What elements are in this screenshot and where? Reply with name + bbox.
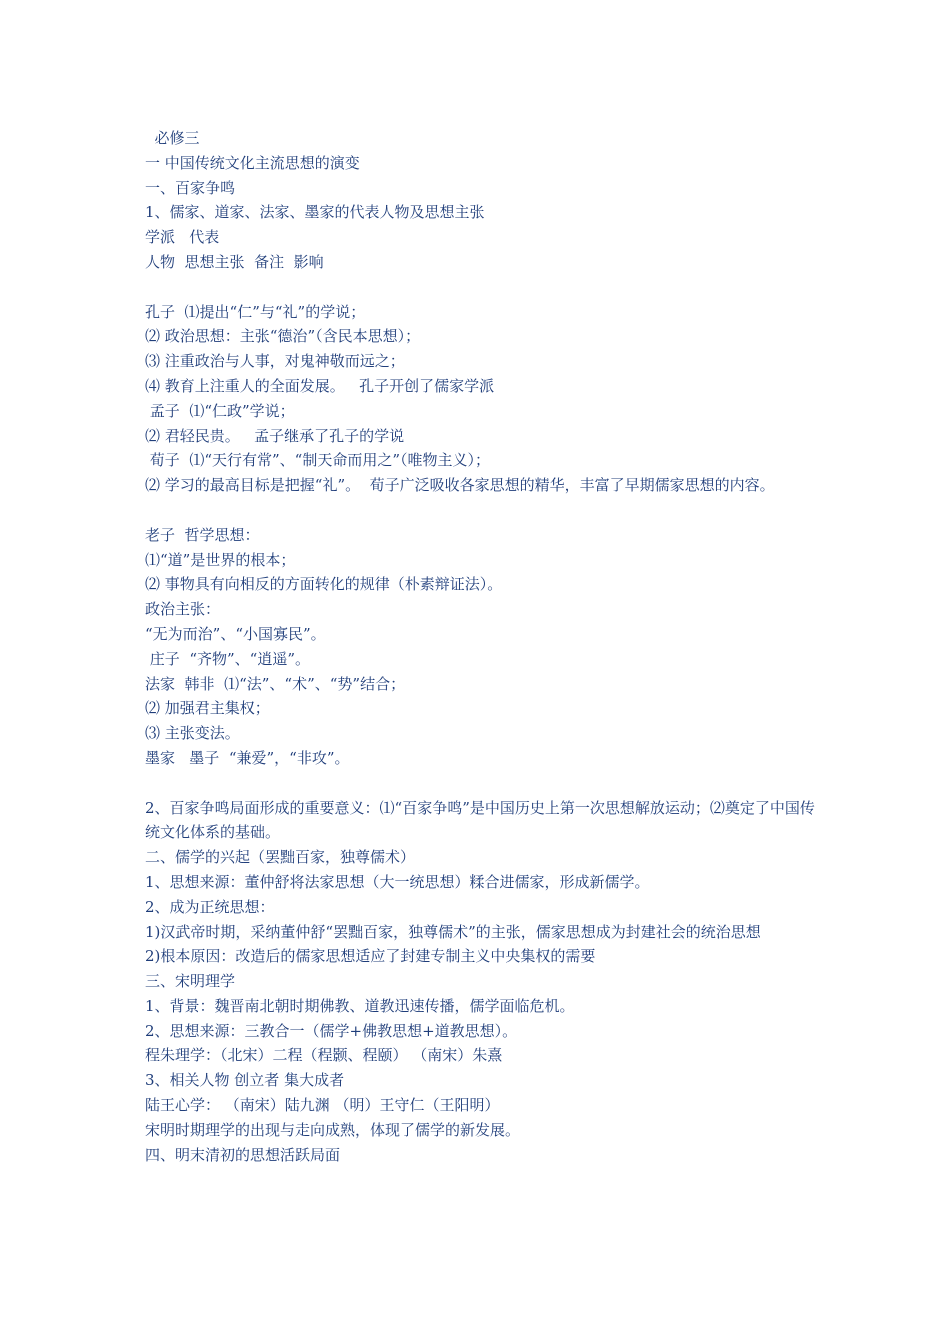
text-line: 二、儒学的兴起（罢黜百家，独尊儒术）: [145, 848, 416, 867]
text-line: ⑵ 加强君主集权；: [145, 699, 270, 718]
text-line: 1、背景：魏晋南北朝时期佛教、道教迅速传播，儒学面临危机。: [145, 996, 575, 1015]
text-line: 1)汉武帝时期，采纳董仲舒“罢黜百家，独尊儒术”的主张，儒家思想成为封建社会的统治思想: [145, 922, 761, 941]
text-line: 老子 哲学思想：: [145, 525, 260, 544]
text-line: 2、思想来源：三教合一（儒学+佛教思想+道教思想）。: [145, 1021, 518, 1040]
text-line: “无为而治”、“小国寡民”。: [145, 624, 326, 643]
text-line: 人物 思想主张 备注 影响: [145, 252, 324, 271]
text-line: 陆王心学： （南宋）陆九渊 （明）王守仁（王阳明）: [145, 1096, 500, 1115]
text-line: ⑶ 主张变法。: [145, 724, 240, 743]
text-line: 2、成为正统思想：: [145, 897, 275, 916]
blank-line: [145, 275, 825, 300]
text-line: 三、宋明理学: [145, 972, 236, 991]
text-line: 1、儒家、道家、法家、墨家的代表人物及思想主张: [145, 203, 485, 222]
text-line: 四、明末清初的思想活跃局面: [145, 1145, 341, 1164]
text-line: 宋明时期理学的出现与走向成熟，体现了儒学的新发展。: [145, 1120, 521, 1139]
text-line: 程朱理学：（北宋）二程（程颢、程颐） （南宋）朱熹: [145, 1046, 503, 1065]
text-line: 一、百家争鸣: [145, 178, 236, 197]
text-line: ⑴“道”是世界的根本；: [145, 550, 296, 569]
text-line: ⑵ 学习的最高目标是把握“礼”。 荀子广泛吸收各家思想的精华，丰富了早期儒家思想的内容。: [145, 476, 775, 495]
text-line: 1、思想来源：董仲舒将法家思想（大一统思想）糅合进儒家，形成新儒学。: [145, 872, 650, 891]
document-page: [145, 126, 825, 1167]
text-line: ⑵ 政治思想：主张“德治”（含民本思想）；: [145, 327, 421, 346]
text-line: 学派 代表: [145, 228, 220, 247]
blank-line: [145, 498, 825, 523]
text-line: 庄子 “齐物”、“逍遥”。: [145, 649, 310, 668]
text-line: 一 中国传统文化主流思想的演变: [145, 153, 360, 172]
text-line: 荀子 ⑴“天行有常”、“制天命而用之”（唯物主义）；: [145, 451, 490, 470]
text-line: ⑷ 教育上注重人的全面发展。 孔子开创了儒家学派: [145, 376, 495, 395]
blank-line: [145, 771, 825, 796]
text-line: 政治主张：: [145, 600, 221, 619]
text-line: 2、百家争鸣局面形成的重要意义：⑴“百家争鸣”是中国历史上第一次思想解放运动；⑵奠定了中国传统文化体系的基础。: [145, 798, 815, 842]
text-line: 孟子 ⑴“仁政”学说；: [145, 401, 295, 420]
text-line: 法家 韩非 ⑴“法”、“术”、“势”结合；: [145, 674, 406, 693]
text-line: ⑶ 注重政治与人事，对鬼神敬而远之；: [145, 352, 405, 371]
text-line: 墨家 墨子 “兼爱”，“非攻”。: [145, 748, 350, 767]
text-line: 2)根本原因：改造后的儒家思想适应了封建专制主义中央集权的需要: [145, 947, 596, 966]
text-line: 孔子 ⑴提出“仁”与“礼”的学说；: [145, 302, 366, 321]
text-line: 必修三: [145, 129, 200, 147]
text-line: 3、相关人物 创立者 集大成者: [145, 1071, 345, 1090]
text-line: ⑵ 君轻民贵。 孟子继承了孔子的学说: [145, 426, 405, 445]
text-line: ⑵ 事物具有向相反的方面转化的规律（朴素辩证法）。: [145, 575, 503, 594]
